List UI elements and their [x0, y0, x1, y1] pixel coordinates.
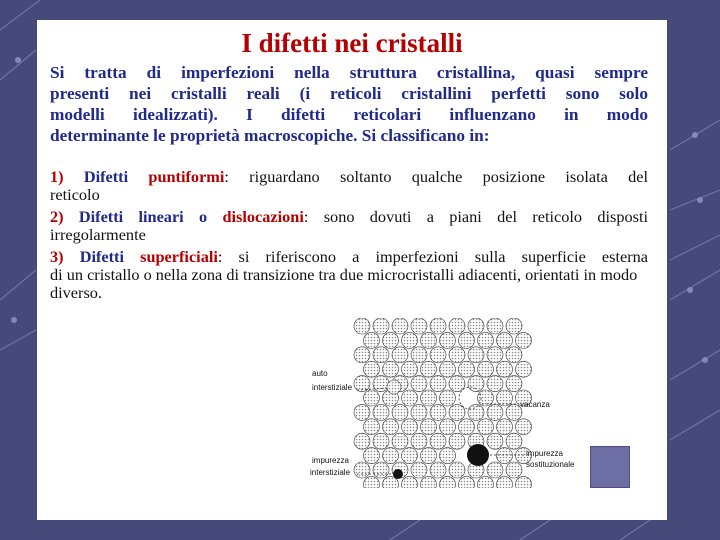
lattice-atom	[411, 318, 427, 334]
lattice-atom	[440, 390, 456, 406]
lattice-atom	[392, 433, 408, 449]
lattice-atom	[516, 476, 532, 488]
lattice-atom	[430, 462, 446, 478]
item-description-cont: irregolarmente	[50, 225, 146, 244]
lattice-atom	[497, 448, 513, 464]
lattice-atom	[430, 347, 446, 363]
lattice-atom	[449, 376, 465, 392]
lattice-atom	[364, 361, 380, 377]
intro-paragraph	[50, 62, 648, 146]
label-interstitial-impurity-2: interstiziale	[310, 468, 351, 477]
lattice-atom	[402, 419, 418, 435]
lattice-atom	[506, 347, 522, 363]
lattice-atom	[459, 419, 475, 435]
lattice-atom	[364, 448, 380, 464]
lattice-atom	[354, 318, 370, 334]
lattice-atom	[421, 419, 437, 435]
lattice-atom	[449, 462, 465, 478]
lattice-atom	[449, 347, 465, 363]
label-auto: auto	[312, 369, 328, 378]
lattice-atom	[497, 361, 513, 377]
lattice-atom	[487, 376, 503, 392]
defect-list	[50, 168, 648, 306]
lattice-atom	[373, 376, 389, 392]
lattice-atom	[487, 433, 503, 449]
item-number: 1)	[50, 167, 64, 186]
lattice-atom	[506, 462, 522, 478]
lattice-atom	[411, 376, 427, 392]
lattice-atom	[459, 476, 475, 488]
item-term: Difetti lineari o	[78, 207, 208, 226]
item-term-highlight: puntiformi	[148, 167, 225, 186]
item-description: : riguardano soltanto qualche posizione isolata del	[224, 167, 648, 186]
lattice-atom	[506, 433, 522, 449]
lattice-atom	[487, 404, 503, 420]
lattice-atom	[468, 376, 484, 392]
lattice-atom	[383, 332, 399, 348]
lattice-atom	[421, 361, 437, 377]
item-number: 3)	[50, 247, 64, 266]
label-substitutional-impurity: impurezza	[526, 449, 563, 458]
interstitial-impurity-atom	[393, 469, 403, 479]
item-description: : sono dovuti a piani del reticolo disposti	[303, 207, 648, 226]
lattice-atom	[354, 347, 370, 363]
label-interstitial-impurity: impurezza	[312, 456, 349, 465]
lattice-atom	[354, 433, 370, 449]
list-item	[50, 248, 648, 302]
lattice-atom	[364, 419, 380, 435]
lattice-atom	[478, 419, 494, 435]
lattice-atom	[516, 361, 532, 377]
lattice-atom	[364, 476, 380, 488]
lattice-atom	[392, 404, 408, 420]
lattice-atom	[440, 419, 456, 435]
lattice-atom	[440, 361, 456, 377]
lattice-atom	[440, 448, 456, 464]
intro-line: determinante le proprietà macroscopiche. Si classificano in:	[50, 126, 490, 145]
lattice-atom	[516, 332, 532, 348]
label-vacancy: vacanza	[520, 400, 550, 409]
lattice-atom	[373, 347, 389, 363]
lattice-atom	[478, 332, 494, 348]
label-auto-interstitial: interstiziale	[312, 383, 353, 392]
intro-line: modelli idealizzati). I difetti reticolari influenzano in modo	[50, 105, 648, 124]
self-interstitial-atom	[387, 380, 401, 394]
lattice-atom	[411, 462, 427, 478]
lattice-atom	[440, 476, 456, 488]
list-item	[50, 168, 648, 204]
lattice-atom	[383, 361, 399, 377]
lattice-atom	[373, 462, 389, 478]
lattice-atom	[468, 318, 484, 334]
lattice-atom	[468, 404, 484, 420]
lattice-atom	[497, 476, 513, 488]
lattice-atom	[487, 347, 503, 363]
lattice-atom	[402, 476, 418, 488]
lattice-atom	[373, 433, 389, 449]
slide-title: I difetti nei cristalli	[241, 28, 463, 58]
lattice-atom	[430, 376, 446, 392]
lattice-atom	[459, 361, 475, 377]
item-term-highlight: superficiali	[140, 247, 218, 266]
lattice-atom	[411, 404, 427, 420]
lattice-atom	[506, 318, 522, 334]
label-substitutional-impurity-2: sostituzionale	[526, 460, 575, 469]
item-number: 2)	[50, 207, 64, 226]
lattice-atom	[468, 347, 484, 363]
item-term: Difetti	[83, 167, 129, 186]
lattice-atom	[516, 419, 532, 435]
lattice-atom	[373, 318, 389, 334]
lattice-atom	[402, 448, 418, 464]
lattice-atom	[478, 476, 494, 488]
lattice-atom	[449, 318, 465, 334]
lattice-atom	[459, 332, 475, 348]
lattice-atom	[383, 448, 399, 464]
lattice-atom	[487, 462, 503, 478]
lattice-atom	[430, 433, 446, 449]
lattice-atom	[402, 361, 418, 377]
lattice-atom	[487, 318, 503, 334]
slide-content	[37, 20, 667, 520]
lattice-atom	[354, 376, 370, 392]
lattice-atom	[392, 347, 408, 363]
lattice-atom	[506, 376, 522, 392]
lattice-atom	[449, 404, 465, 420]
lattice-atom	[421, 448, 437, 464]
lattice-atoms	[354, 318, 532, 488]
intro-line: Si tratta di imperfezioni nella struttura cristallina, quasi sempre	[50, 63, 648, 82]
lattice-atom	[449, 433, 465, 449]
lattice-atom	[402, 390, 418, 406]
item-description: : si riferiscono a imperfezioni sulla superficie esterna	[217, 247, 649, 266]
lattice-atom	[421, 332, 437, 348]
list-item	[50, 208, 648, 244]
lattice-atom	[411, 347, 427, 363]
item-term-highlight: dislocazioni	[222, 207, 304, 226]
lattice-atom	[430, 318, 446, 334]
lattice-atom	[364, 390, 380, 406]
lattice-atom	[364, 332, 380, 348]
lattice-atom	[478, 361, 494, 377]
lattice-atom	[440, 332, 456, 348]
lattice-atom	[402, 332, 418, 348]
lattice-atom	[411, 433, 427, 449]
item-description-cont: di un cristallo o nella zona di transizione tra due microcristalli adiacenti, orientati in modo diverso.	[50, 265, 638, 302]
intro-line: presenti nei cristalli reali (i reticoli cristallini perfetti sono solo	[50, 84, 648, 103]
substitutional-impurity-atom	[467, 444, 489, 466]
item-term: Difetti	[79, 247, 124, 266]
lattice-atom	[421, 390, 437, 406]
lattice-atom	[373, 404, 389, 420]
lattice-atom	[430, 404, 446, 420]
lattice-atom	[354, 404, 370, 420]
lattice-atom	[497, 419, 513, 435]
lattice-atom	[392, 318, 408, 334]
lattice-atom	[383, 419, 399, 435]
lattice-atom	[354, 462, 370, 478]
lattice-atom	[421, 476, 437, 488]
lattice-atom	[497, 332, 513, 348]
item-description-cont: reticolo	[50, 185, 100, 204]
crystal-defects-diagram	[262, 318, 582, 488]
accent-square	[590, 446, 630, 488]
